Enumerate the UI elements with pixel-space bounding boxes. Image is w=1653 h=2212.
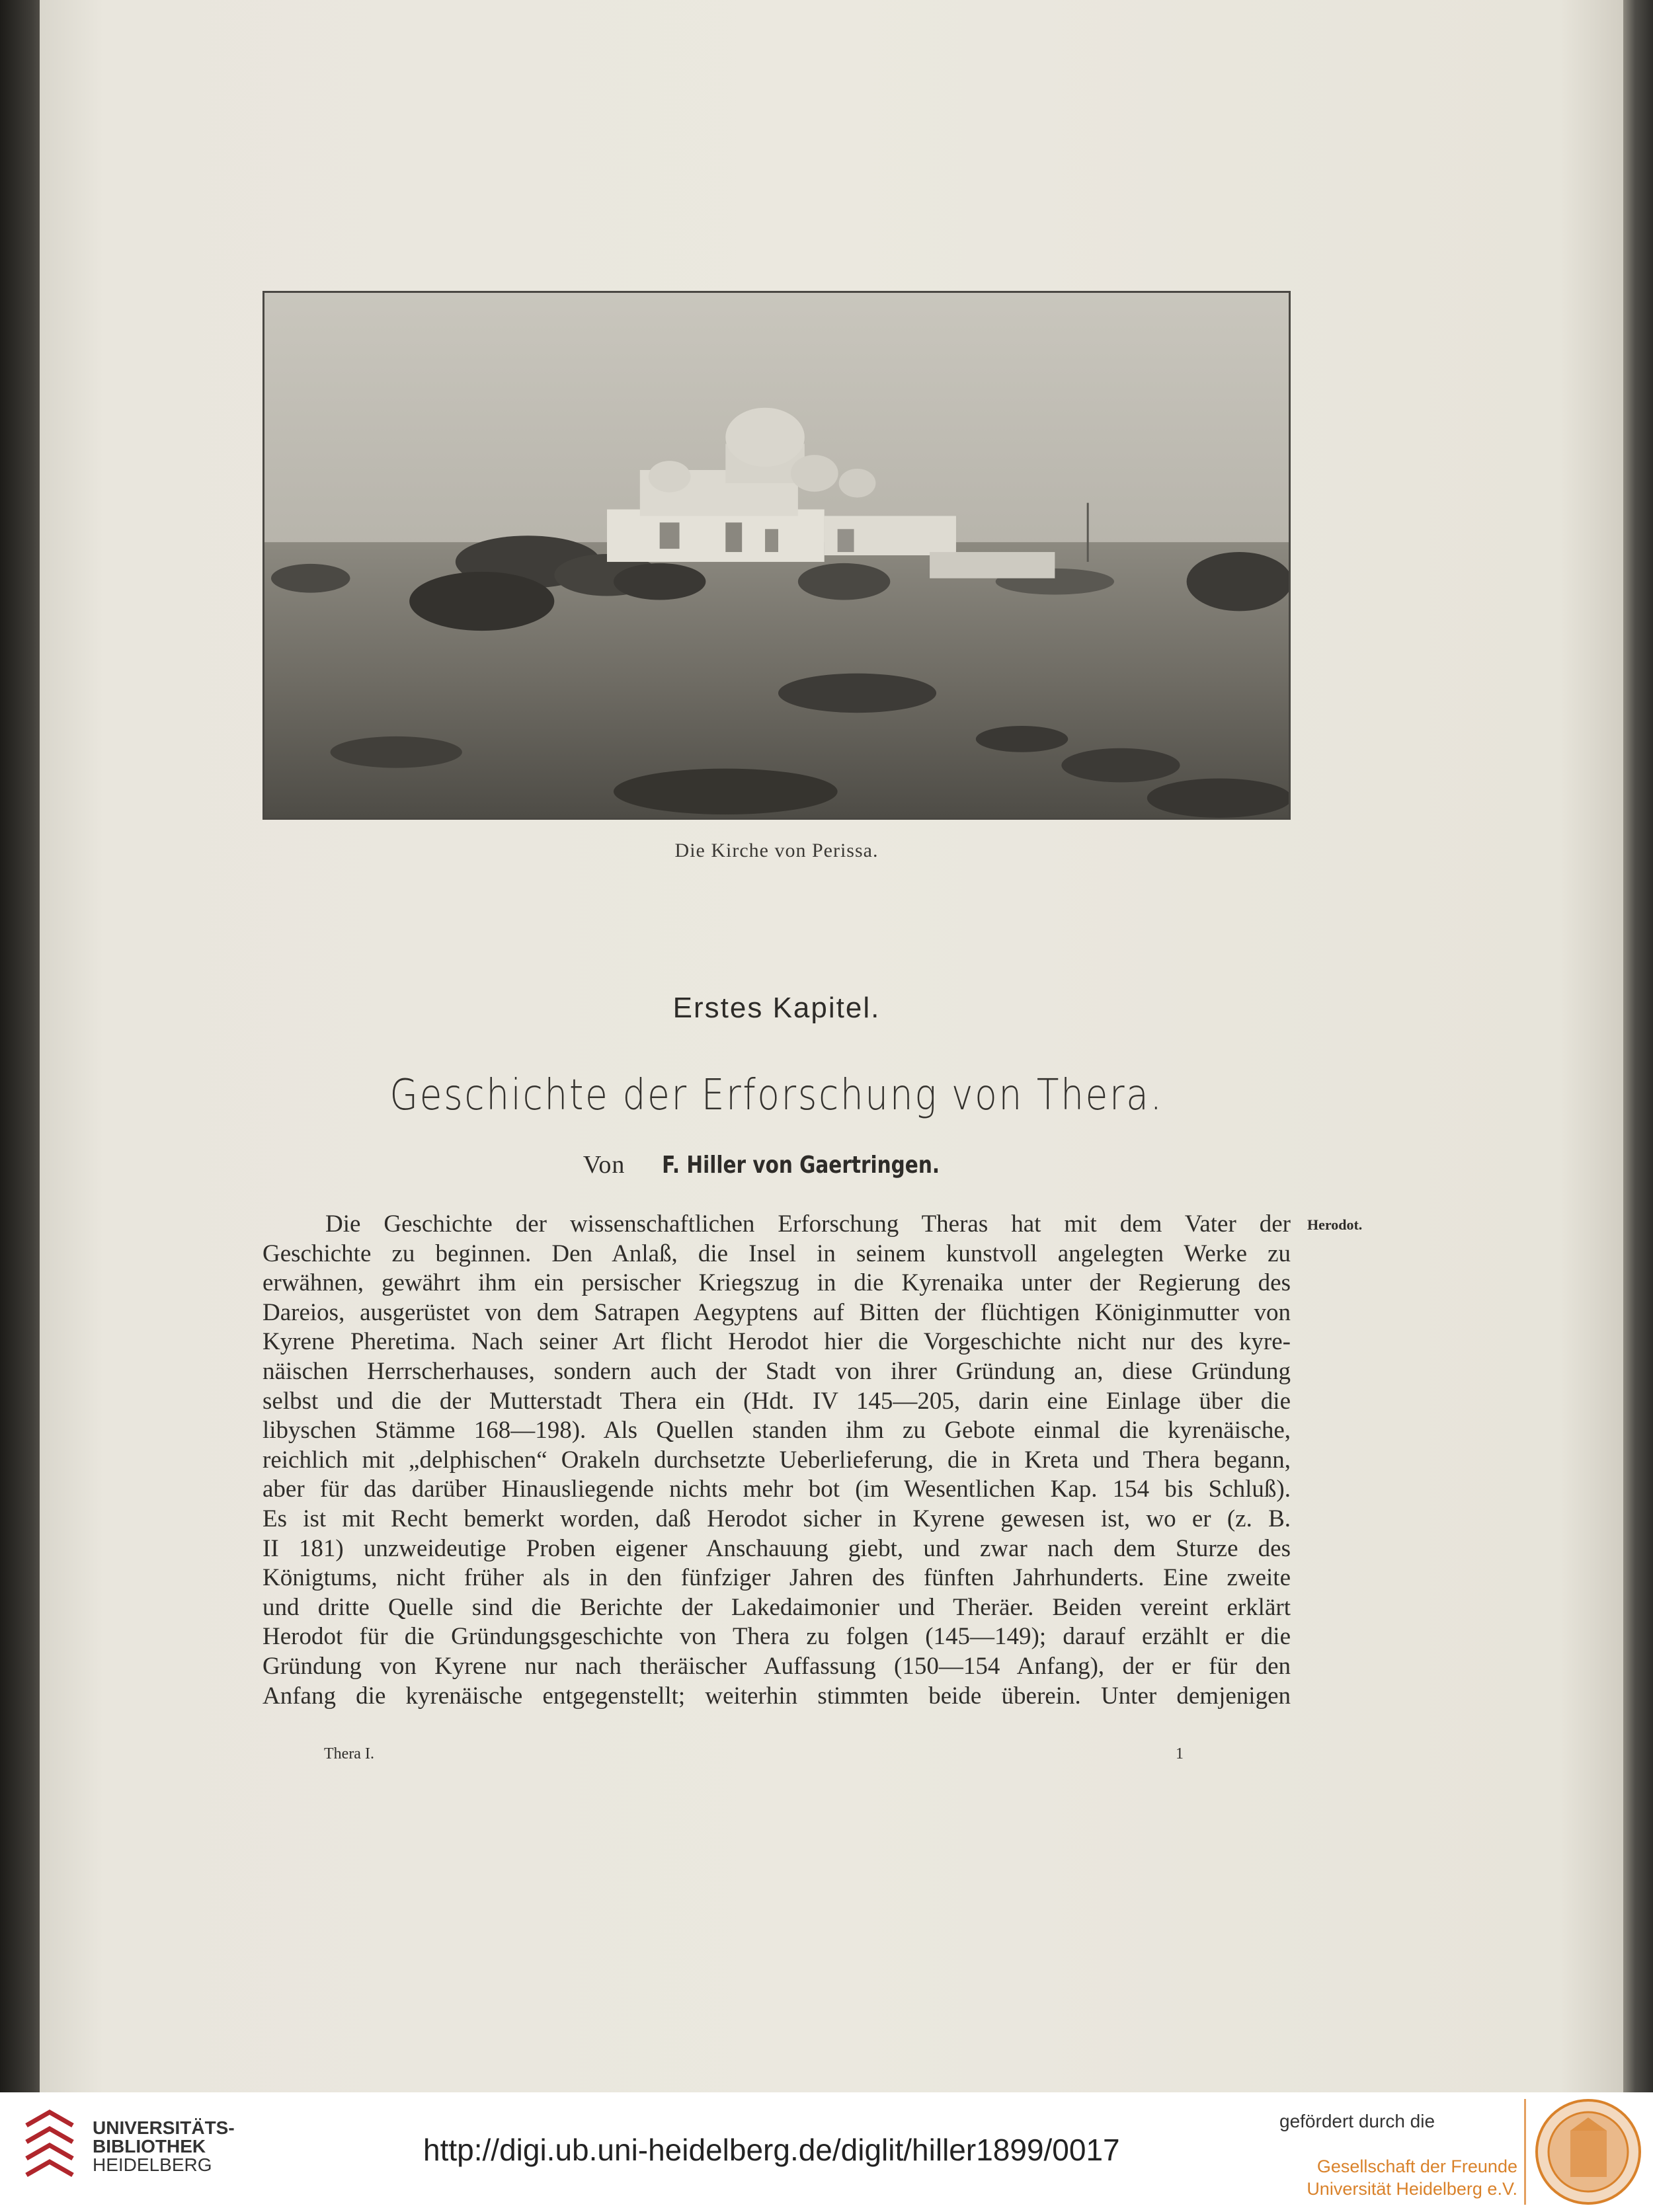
page-number: 1 [1176,1745,1184,1762]
sponsor-label: gefördert durch die [1279,2111,1435,2131]
text-line: Es ist mit Recht bemerkt worden, daß Herodot sicher in Kyrene gewesen ist, wo er (z. B. [262,1505,1291,1532]
body-text [262,1210,1291,1711]
sponsor-name-line2: Universität Heidelberg e.V. [1307,2179,1517,2199]
text-line: II 181) unzweideutige Proben eigener Anschauung giebt, und zwar nach dem Sturze des [262,1534,1291,1562]
library-name-line2: BIBLIOTHEK [93,2136,206,2156]
chapter-title: Geschichte der Erforschung von Thera. [389,1071,1164,1120]
signature-mark: Thera I. [324,1745,374,1762]
church-photograph [262,291,1291,820]
text-line: reichlich mit „delphischen“ Orakeln durchsetzte Ueberlieferung, die in Kreta und Thera begann, [262,1446,1291,1474]
margin-note: Herodot. [1307,1216,1363,1233]
banner-divider [1524,2099,1526,2205]
text-line: Gründung von Kyrene nur nach theräischer Auffassung (150—154 Anfang), der er für den [262,1652,1291,1680]
permalink-url[interactable]: http://digi.ub.uni-heidelberg.de/diglit/hiller1899/0017 [423,2133,1120,2167]
library-logo-icon [20,2106,79,2185]
text-line: aber für das darüber Hinausliegende nichts mehr bot (im Wesentlichen Kap. 154 bis Schluß). [262,1476,1291,1503]
text-line: Herodot für die Gründungsgeschichte von Thera zu folgen (145—149); darauf erzählt er die [262,1623,1291,1651]
page-right-edge [1623,0,1653,2092]
text-line: Die Geschichte der wissenschaftlichen Erforschung Theras hat mit dem Vater der [325,1210,1291,1238]
library-name [93,2119,235,2174]
text-line: erwähnen, gewährt ihm ein persischer Kriegszug in die Kyrenaika unter der Regierung des [262,1269,1291,1297]
chapter-byline [262,1150,1291,1179]
text-line: Dareios, ausgerüstet von dem Satrapen Aegyptens auf Bitten der flüchtigen Königinmutter von [262,1298,1291,1326]
photograph-church-landscape-icon [264,293,1289,818]
library-name-line3: HEIDELBERG [93,2154,212,2175]
text-line: selbst und die der Mutterstadt Thera ein (Hdt. IV 145—205, darin eine Einlage über die [262,1387,1291,1415]
sponsor-name-line1: Gesellschaft der Freunde [1316,2156,1517,2176]
library-name-line1: UNIVERSITÄTS- [93,2117,235,2138]
university-seal-icon [1534,2098,1643,2207]
figure-caption: Die Kirche von Perissa. [674,840,879,861]
text-line: Kyrene Pheretima. Nach seiner Art flicht Herodot hier die Vorgeschichte nicht nur des kyre- [262,1328,1291,1356]
text-line: Anfang die kyrenäische entgegenstellt; weiterhin stimmten beide überein. Unter demjenigen [262,1682,1291,1710]
text-line: näischen Herrscherhauses, sondern auch der Stadt von ihrer Gründung an, diese Gründung [262,1357,1291,1385]
byline-prefix: Von [583,1151,625,1179]
text-line: und dritte Quelle sind die Berichte der Lakedaimonier und Theräer. Beiden vereint erklärt [262,1593,1291,1621]
text-line: Geschichte zu beginnen. Den Anlaß, die Insel in seinem kunstvoll angelegten Werke zu [262,1240,1291,1267]
sponsor-name [1279,2155,1517,2200]
digitization-banner [0,2092,1653,2212]
byline-author: F. Hiller von Gaertringen. [662,1152,940,1179]
text-line: libyschen Stämme 168—198). Als Quellen standen ihm zu Gebote einmal die kyrenäische, [262,1417,1291,1444]
chapter-label: Erstes Kapitel. [672,992,881,1024]
text-line: Königtums, nicht früher als in den fünfziger Jahren des fünften Jahrhunderts. Eine zweite [262,1564,1291,1592]
